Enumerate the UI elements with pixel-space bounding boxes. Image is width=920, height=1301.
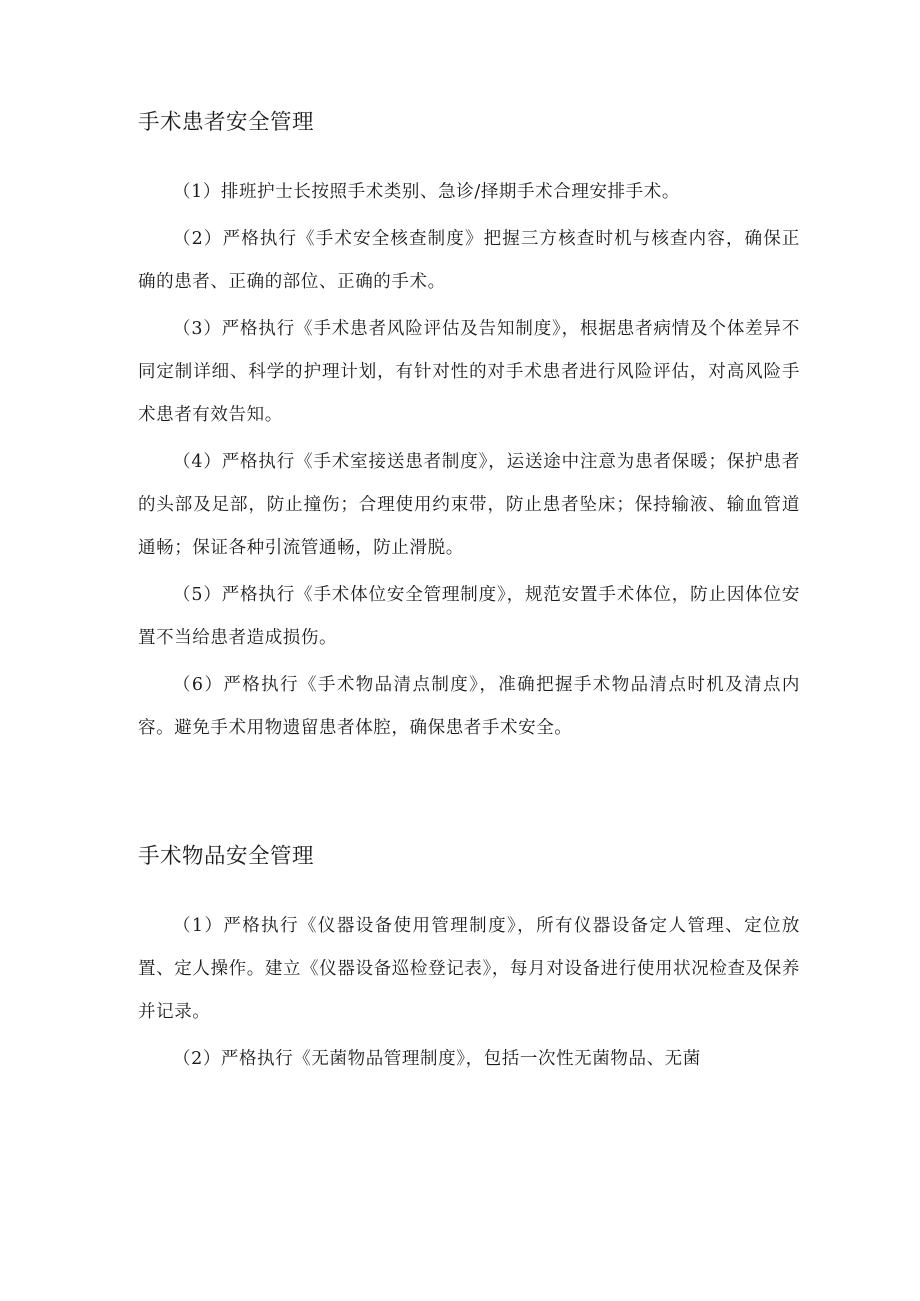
section-title-item-safety: 手术物品安全管理 bbox=[138, 844, 315, 869]
paragraph: （2）严格执行《手术安全核查制度》把握三方核查时机与核查内容，确保正确的患者、正确的部位、正确的手术。 bbox=[138, 229, 800, 292]
paragraph: （1）严格执行《仪器设备使用管理制度》，所有仪器设备定人管理、定位放置、定人操作。建立《仪器设备巡检登记表》，每月对设备进行使用状况检查及保养并记录。 bbox=[138, 916, 800, 1022]
section-title-patient-safety: 手术患者安全管理 bbox=[138, 110, 315, 135]
document-body bbox=[138, 108, 800, 1085]
paragraph: （2）严格执行《无菌物品管理制度》，包括一次性无菌物品、无菌 bbox=[173, 1049, 701, 1069]
paragraph: （4）严格执行《手术室接送患者制度》，运送途中注意为患者保暖；保护患者的头部及足部，防止撞伤；合理使用约束带，防止患者坠床；保持输液、输血管道通畅；保证各种引流管通畅，防止滑脱。 bbox=[138, 452, 800, 558]
paragraph: （5）严格执行《手术体位安全管理制度》，规范安置手术体位，防止因体位安置不当给患者造成损伤。 bbox=[138, 585, 800, 648]
paragraph: （1）排班护士长按照手术类别、急诊/择期手术合理安排手术。 bbox=[173, 182, 680, 202]
paragraph: （3）严格执行《手术患者风险评估及告知制度》，根据患者病情及个体差异不同定制详细、科学的护理计划，有针对性的对手术患者进行风险评估，对高风险手术患者有效告知。 bbox=[138, 319, 800, 425]
paragraph: （6）严格执行《手术物品清点制度》，准确把握手术物品清点时机及清点内容。避免手术用物遗留患者体腔，确保患者手术安全。 bbox=[138, 675, 800, 738]
